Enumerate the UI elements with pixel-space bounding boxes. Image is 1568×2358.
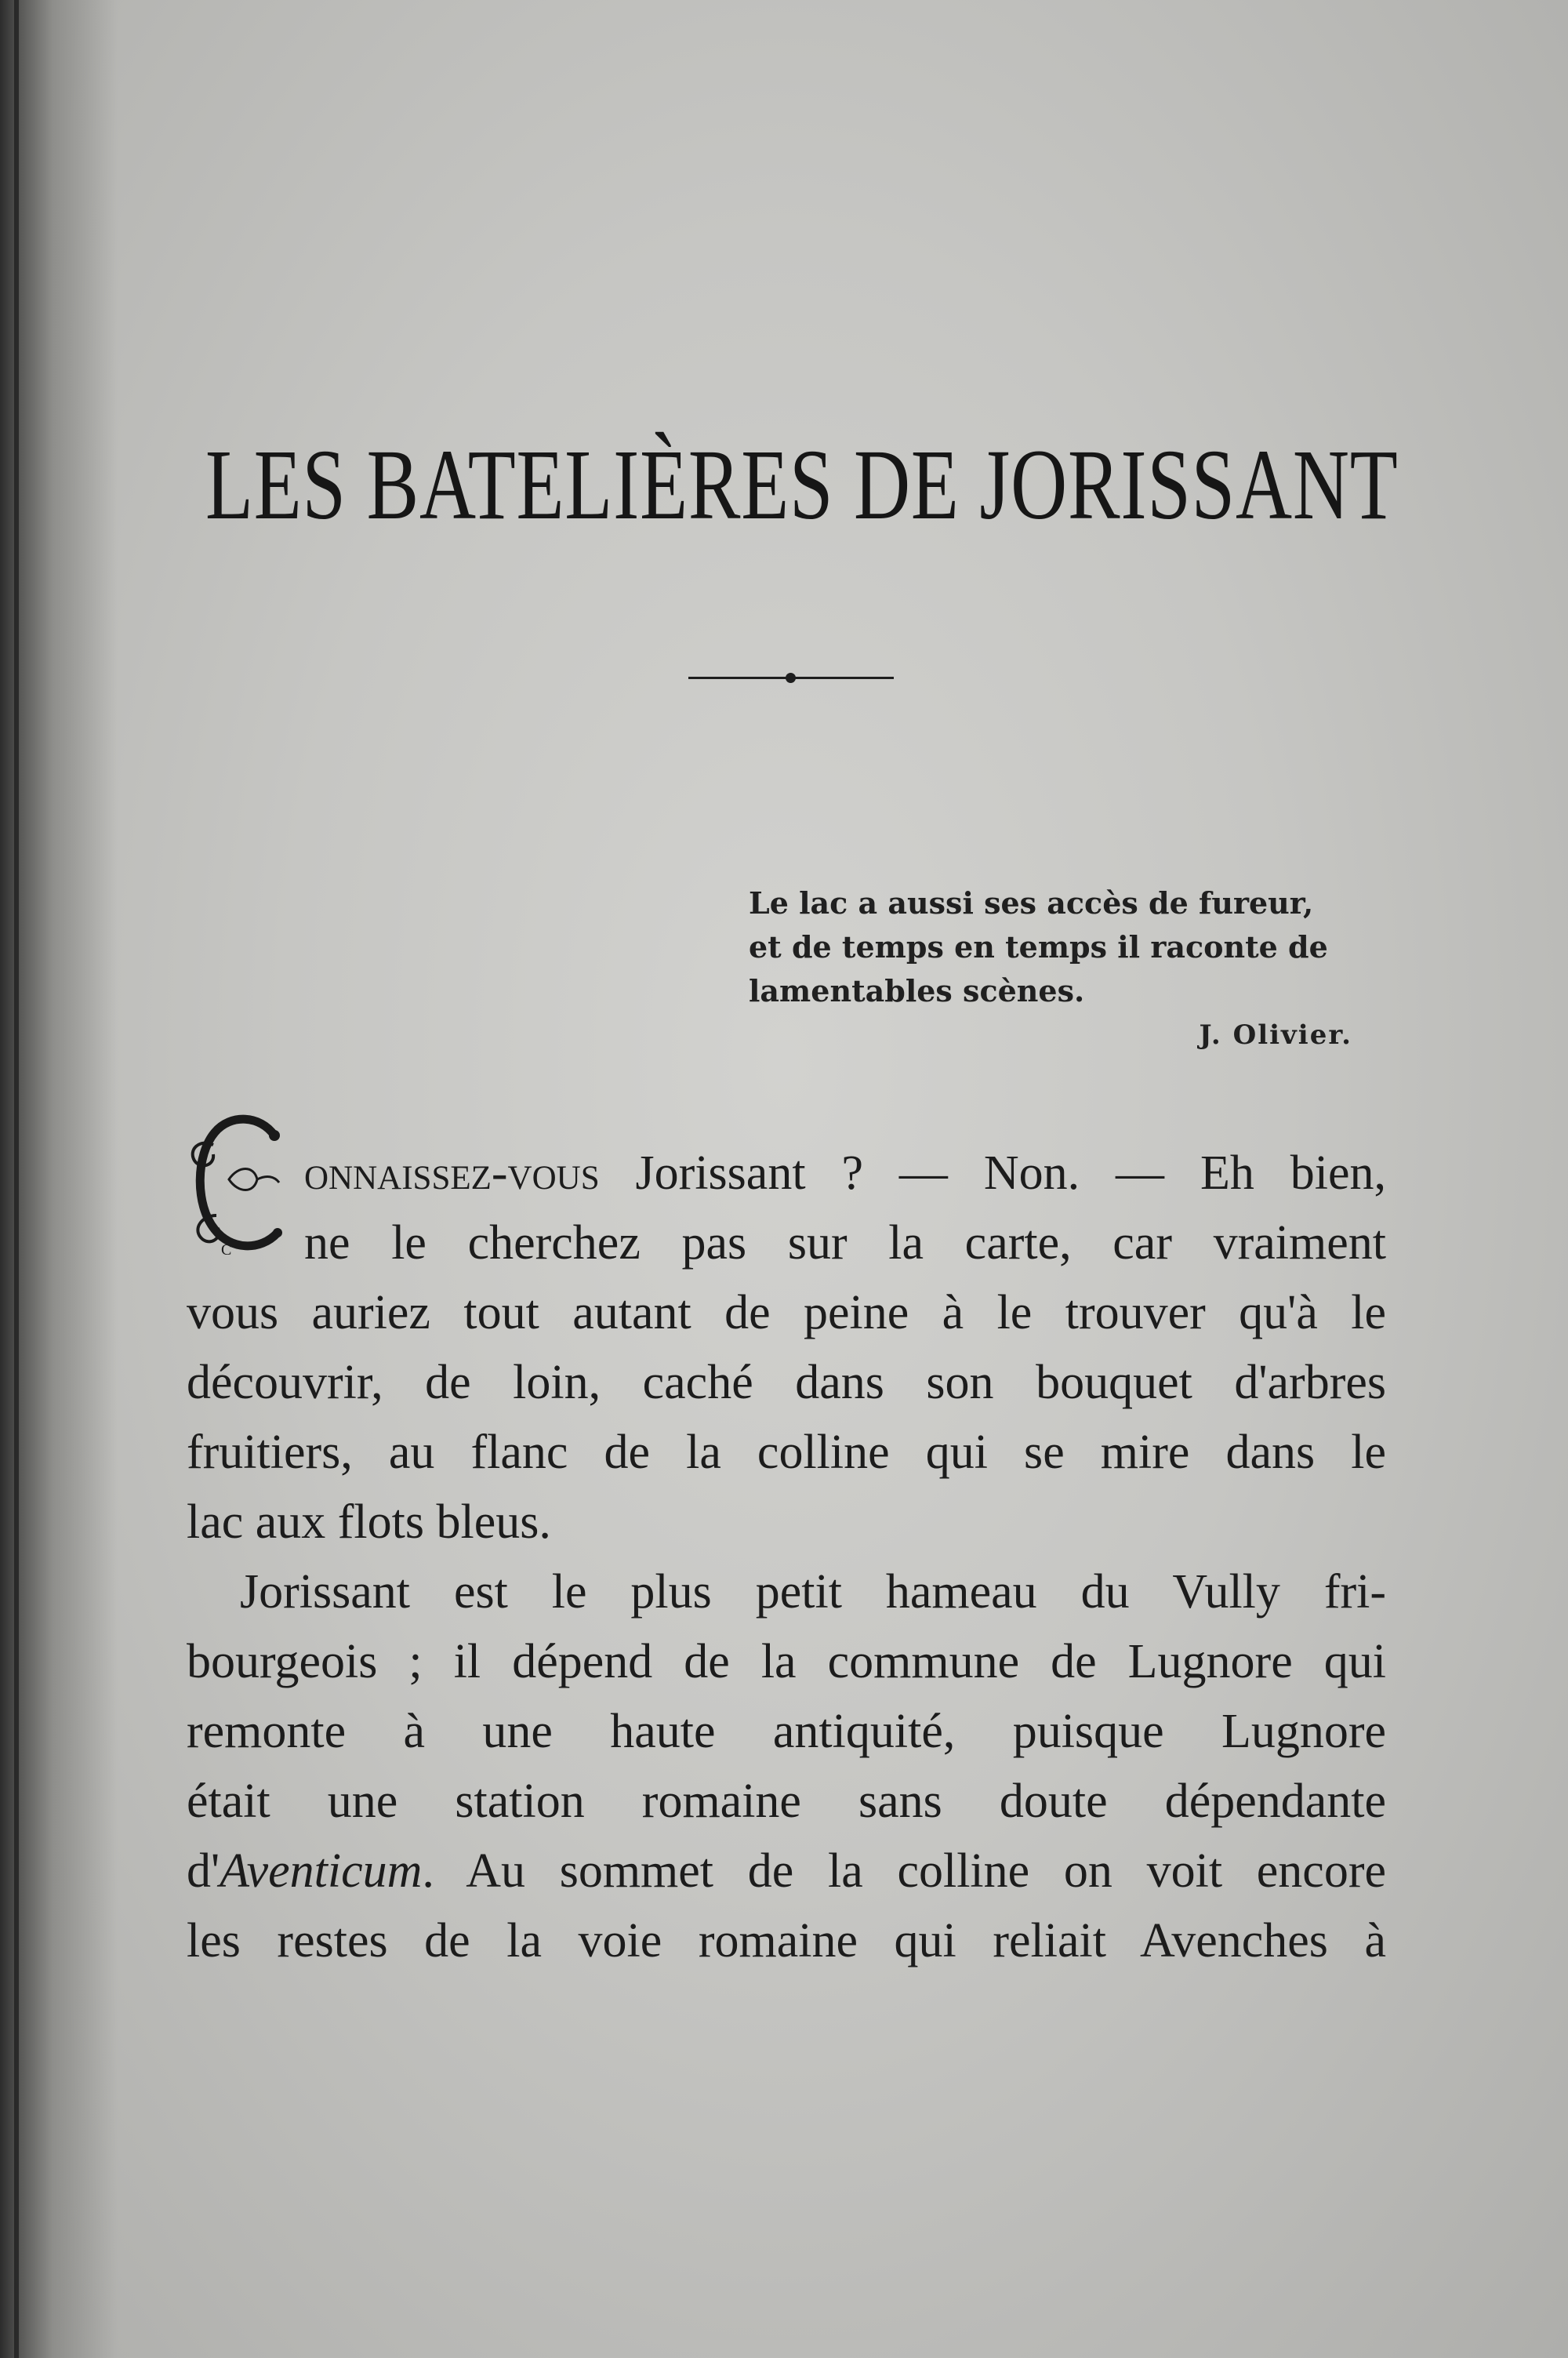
line-text: Jorissant ? — Non. — Eh bien,	[599, 1146, 1386, 1200]
epigraph-line: lamentables scènes.	[749, 973, 1085, 1008]
epigraph-author: J. Olivier.	[1199, 1019, 1352, 1051]
epigraph	[749, 881, 1392, 1057]
dropcap-continuation: onnaissez-vous	[304, 1146, 600, 1200]
binding-edge-line	[14, 0, 19, 2358]
paragraph-line	[187, 1139, 1386, 1208]
paragraph-line: Jorissant est le plus petit hameau du Vully fri-	[240, 1565, 1386, 1619]
line-text: . Au sommet de la colline on voit encore	[422, 1844, 1386, 1898]
epigraph-line: Le lac a aussi ses accès de fureur,	[749, 885, 1314, 921]
paragraph-line: découvrir, de loin, caché dans son bouquet d'arbres	[187, 1356, 1386, 1409]
paragraph-line: bourgeois ; il dépend de la commune de Lugnore qui	[187, 1635, 1386, 1688]
italic-place-name: Aventicum	[220, 1844, 423, 1898]
dropcap-letter: C	[221, 1241, 232, 1259]
paragraph-line: lac aux flots bleus.	[187, 1495, 551, 1549]
paragraph-line: ne le cherchez pas sur la carte, car vraiment	[304, 1216, 1386, 1270]
epigraph-line: et de temps en temps il raconte de	[749, 929, 1328, 965]
line-text: d'	[187, 1844, 220, 1898]
page-title: LES BATELIÈRES DE JORISSANT	[205, 429, 1399, 540]
paragraph-line: était une station romaine sans doute dépendante	[187, 1775, 1386, 1828]
paragraph-line: les restes de la voie romaine qui reliait Avenches à	[187, 1914, 1386, 1967]
paragraph-line: fruitiers, au flanc de la colline qui se mire dans le	[187, 1426, 1386, 1479]
paragraph-line: vous auriez tout autant de peine à le trouver qu'à le	[187, 1286, 1386, 1339]
ornament-dot	[786, 673, 796, 683]
body-text	[187, 1139, 1386, 1976]
paragraph-line	[187, 1837, 1386, 1906]
paragraph-line: remonte à une haute antiquité, puisque Lugnore	[187, 1705, 1386, 1758]
title-ornament-divider	[688, 673, 894, 682]
